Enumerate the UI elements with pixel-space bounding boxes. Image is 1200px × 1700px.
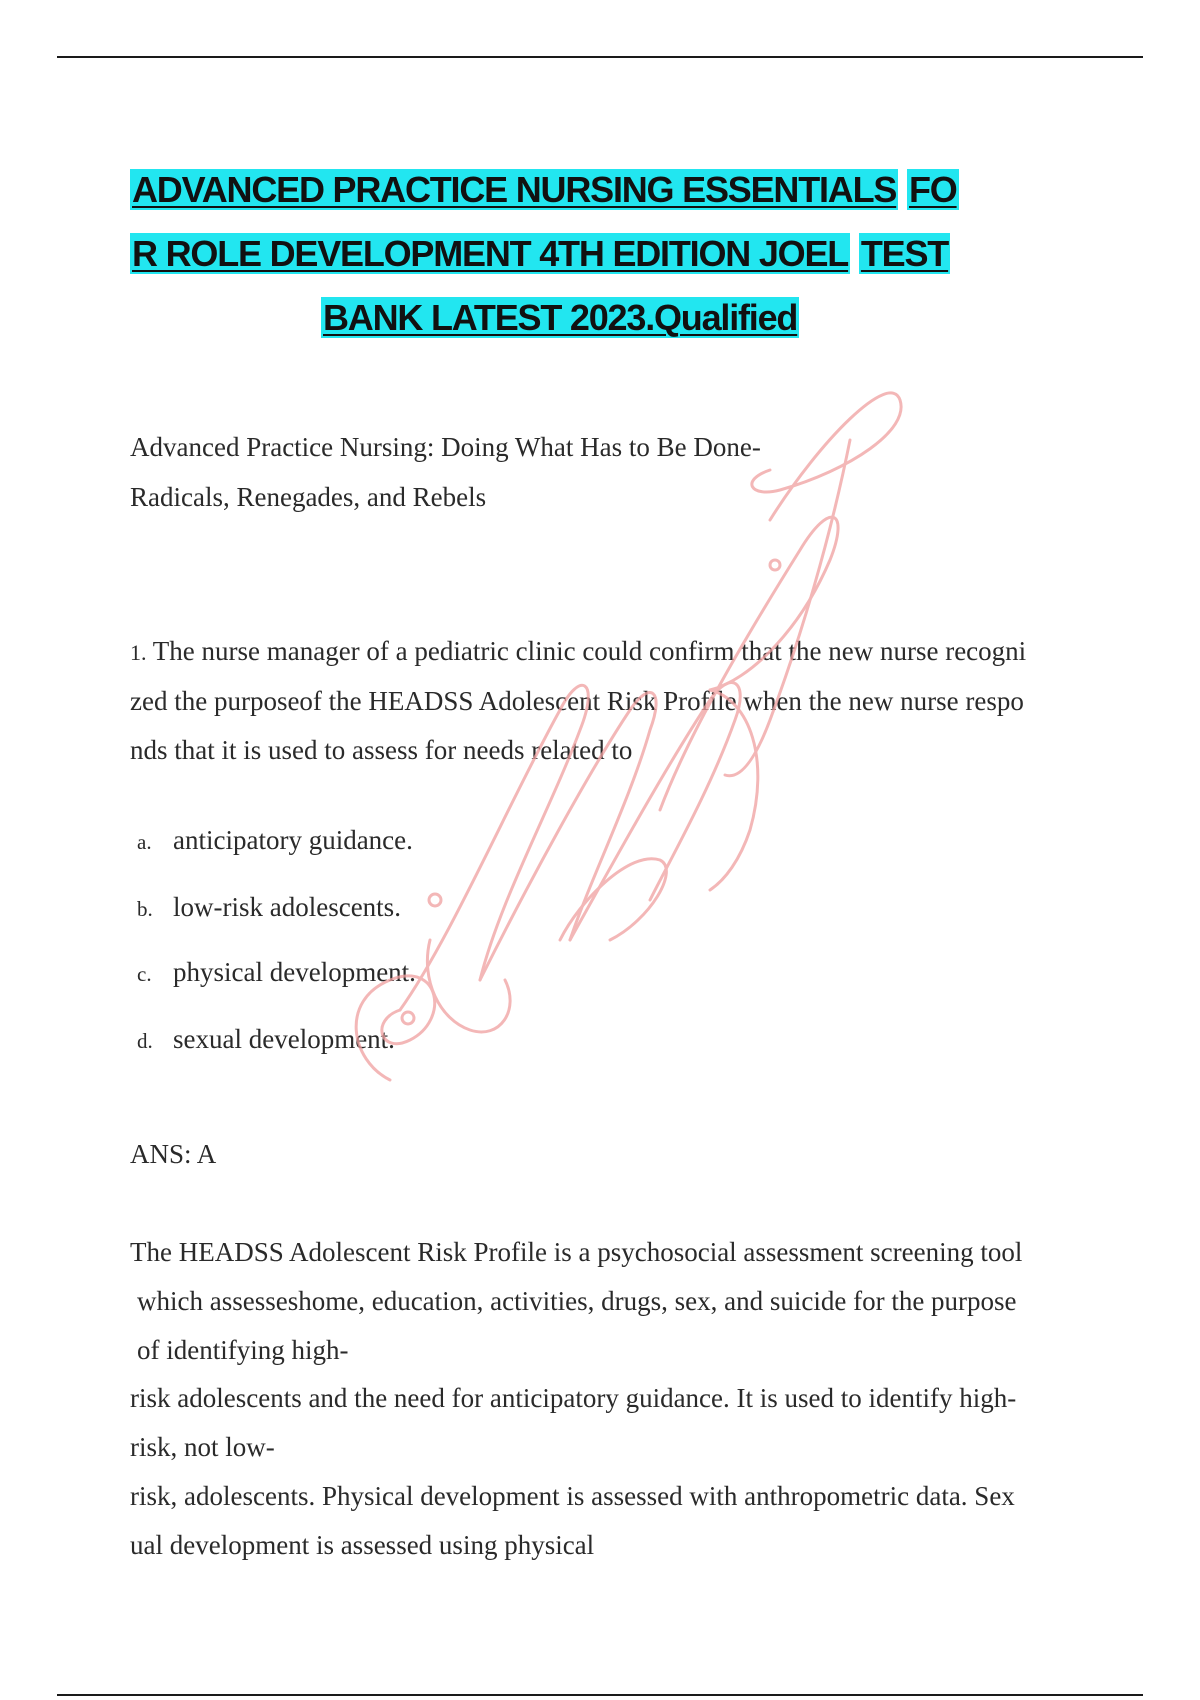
option-letter: a. (137, 830, 152, 854)
title-line-3-text: BANK LATEST 2023.Qualified (323, 297, 798, 338)
option-text: physical development. (173, 957, 416, 987)
question-number: 1. (130, 640, 147, 665)
option-letter: b. (137, 897, 153, 921)
title-line-2-part-a: R ROLE DEVELOPMENT 4TH EDITION JOEL (132, 233, 849, 274)
title-line-1 (130, 168, 959, 212)
question-line-2: zed the purposeof the HEADSS Adolescent Risk Profile when the new nurse respo (130, 686, 1024, 716)
option-a (137, 820, 413, 860)
option-text: anticipatory guidance. (173, 825, 413, 855)
rationale-line-1: The HEADSS Adolescent Risk Profile is a psychosocial assessment screening tool (130, 1237, 1023, 1267)
rationale-line-7: ual development is assessed using physical (130, 1530, 595, 1560)
bottom-rule (57, 1694, 1143, 1696)
rationale-line-6: risk, adolescents. Physical development is assessed with anthropometric data. Sex (130, 1481, 1015, 1511)
option-letter: c. (137, 962, 152, 986)
question-line-1-text: The nurse manager of a pediatric clinic could confirm that the new nurse recogni (152, 636, 1027, 666)
title-line-1-part-b: FO (909, 169, 957, 210)
question-line-1 (130, 627, 1090, 677)
title-line-3 (321, 296, 799, 340)
question-line-3: nds that it is used to assess for needs related to (130, 735, 633, 765)
rationale-line-3: of identifying high- (137, 1335, 349, 1365)
option-d (137, 1019, 395, 1059)
rationale-line-2: which assesseshome, education, activities, drugs, sex, and suicide for the purpose (137, 1286, 1017, 1316)
chapter-title-line-1: Advanced Practice Nursing: Doing What Has to Be Done- (130, 432, 761, 462)
option-c (137, 952, 416, 992)
option-text: sexual development. (173, 1024, 395, 1054)
rationale-line-5: risk, not low- (130, 1432, 275, 1462)
title-line-2-part-b: TEST (860, 233, 949, 274)
option-b (137, 887, 401, 927)
answer-key: ANS: A (130, 1139, 217, 1169)
question-stem (130, 627, 1090, 775)
option-letter: d. (137, 1029, 153, 1053)
title-line-1-part-a: ADVANCED PRACTICE NURSING ESSENTIALS (132, 169, 897, 210)
rationale-line-4: risk adolescents and the need for anticipatory guidance. It is used to identify high- (130, 1383, 1017, 1413)
chapter-title-line-2: Radicals, Renegades, and Rebels (130, 482, 487, 512)
top-rule (57, 56, 1143, 58)
option-text: low-risk adolescents. (173, 892, 401, 922)
title-line-2 (130, 232, 950, 276)
